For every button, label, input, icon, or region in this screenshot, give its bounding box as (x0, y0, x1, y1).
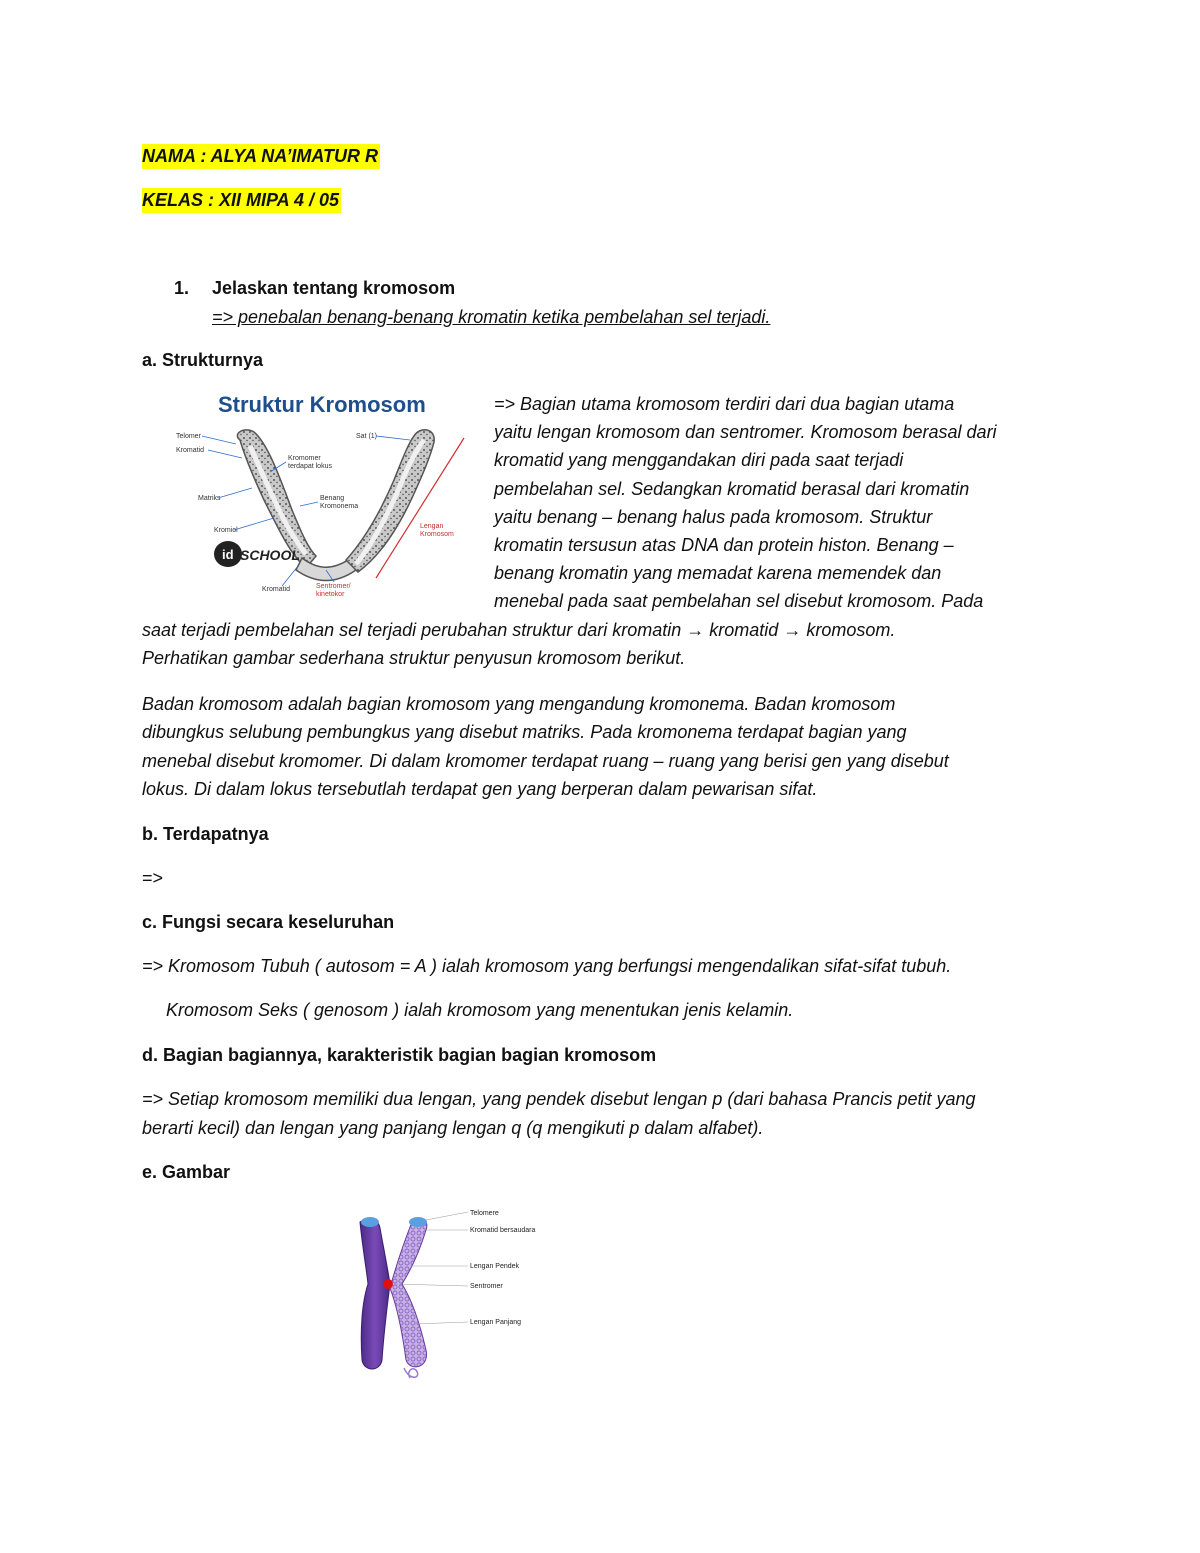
right-arm-shape (346, 430, 434, 572)
label-lengan-panjang: Lengan Panjang (470, 1319, 521, 1326)
side-line: => Bagian utama kromosom terdiri dari dua bagian utama (494, 394, 955, 414)
label-kromatid-bersaudara: Kromatid bersaudara (470, 1227, 536, 1234)
q1-answer: => penebalan benang-benang kromatin ketika pembelahan sel terjadi. (212, 307, 771, 327)
label-kromiol: Kromiol (214, 527, 238, 534)
side-line: yaitu benang – benang halus pada kromosom. Struktur (494, 506, 933, 527)
side-line: benang kromatin yang memadat karena memendek dan (494, 563, 942, 584)
para2-line: menebal disebut kromomer. Di dalam kromomer terdapat ruang – ruang yang berisi gen yang disebut (142, 750, 949, 771)
side-line: pembelahan sel. Sedangkan kromatid berasal dari kromatin (494, 478, 970, 499)
q1-title: Jelaskan tentang kromosom (212, 278, 456, 298)
strand-tail (404, 1368, 418, 1378)
side-line: kromatin tersusun atas DNA dan protein histon. Benang – (494, 535, 954, 556)
nama-line (142, 142, 380, 170)
struktur-continued-text (142, 616, 1062, 673)
label-telomer: Telomer (176, 433, 201, 440)
label-kinetokor: kinetokor (316, 591, 345, 598)
telomere-left-icon (361, 1217, 379, 1227)
side-line: kromatid yang menggandakan diri pada saat terjadi (494, 450, 904, 471)
sec-d-heading: d. Bagian bagiannya, karakteristik bagian bagian kromosom (142, 1045, 657, 1065)
struktur-kromosom-figure (170, 388, 480, 606)
right-chromatid-shape (390, 1219, 427, 1367)
sec-b-heading: b. Terdapatnya (142, 824, 269, 844)
q1-number: 1. (174, 278, 190, 298)
telomere-right-icon (409, 1217, 427, 1227)
kelas-line (142, 186, 341, 214)
logo-text: SCHOOL (240, 547, 300, 563)
figure-title: Struktur Kromosom (218, 392, 426, 417)
label-matriks: Matriks (198, 495, 221, 502)
para2-line: Badan kromosom adalah bagian kromosom yang mengandung kromonema. Badan kromosom (142, 694, 896, 714)
sec-d-line2: berarti kecil) dan lengan yang panjang lengan q (q mengikuti p dalam alfabet). (142, 1118, 764, 1138)
label-lengan-2: Kromosom (420, 531, 454, 538)
label-sentromer: Sentromer/ (316, 583, 351, 590)
kelas-text: KELAS : XII MIPA 4 / 05 (142, 188, 341, 213)
label-kromatid-top: Kromatid (176, 447, 205, 454)
label-benang: Benang (320, 495, 345, 502)
sec-d-line1: => Setiap kromosom memiliki dua lengan, yang pendek disebut lengan p (dari bahasa Prancis petit yang (142, 1089, 976, 1109)
struktur-side-text (494, 390, 1054, 616)
label-sat: Sat (1) (356, 433, 378, 440)
sec-b-answer: => (142, 868, 164, 888)
para2-line: lokus. Di dalam lokus tersebutlah terdapat gen yang berperan dalam pewarisan sifat. (142, 779, 818, 800)
label-lengan-pendek: Lengan Pendek (470, 1263, 520, 1270)
side-line: yaitu lengan kromosom dan sentromer. Kromosom berasal dari (494, 422, 997, 443)
full-line: Perhatikan gambar sederhana struktur penyusun kromosom berikut. (142, 648, 686, 669)
label-sentromer: Sentromer (470, 1283, 503, 1290)
sec-c-line1: => Kromosom Tubuh ( autosom = A ) ialah kromosom yang berfungsi mengendalikan sifat-sifat tubuh. (142, 956, 952, 976)
side-line: menebal pada saat pembelahan sel disebut kromosom. Pada (494, 591, 984, 612)
label-kromomer-2: terdapat lokus (288, 463, 332, 470)
label-kromatid-bottom: Kromatid (262, 586, 291, 593)
chromosome-figure (350, 1200, 550, 1390)
chromosome-diagram (350, 1200, 550, 1390)
nama-text: NAMA : ALYA NA’IMATUR R (142, 144, 380, 169)
sec-c-heading: c. Fungsi secara keseluruhan (142, 912, 395, 932)
left-chromatid-shape (360, 1219, 390, 1369)
label-telomere: Telomere (470, 1210, 499, 1217)
label-kromonema: Kromonema (320, 503, 359, 510)
sec-e-heading: e. Gambar (142, 1162, 231, 1182)
badan-kromosom-paragraph (142, 690, 1062, 804)
para2-line: dibungkus selubung pembungkus yang disebut matriks. Pada kromonema terdapat bagian yang (142, 722, 907, 743)
full-line: saat terjadi pembelahan sel terjadi perubahan struktur dari kromatin → kromatid → kromosom. (142, 620, 896, 640)
struktur-kromosom-diagram (170, 388, 480, 606)
sec-a-heading: a. Strukturnya (142, 350, 264, 370)
centromere-dot (383, 1279, 393, 1289)
label-lengan: Lengan (420, 523, 444, 530)
label-kromomer: Kromomer (288, 455, 321, 462)
sec-c-line2: Kromosom Seks ( genosom ) ialah kromosom yang menentukan jenis kelamin. (166, 1000, 794, 1020)
logo-letter: id (222, 547, 234, 562)
